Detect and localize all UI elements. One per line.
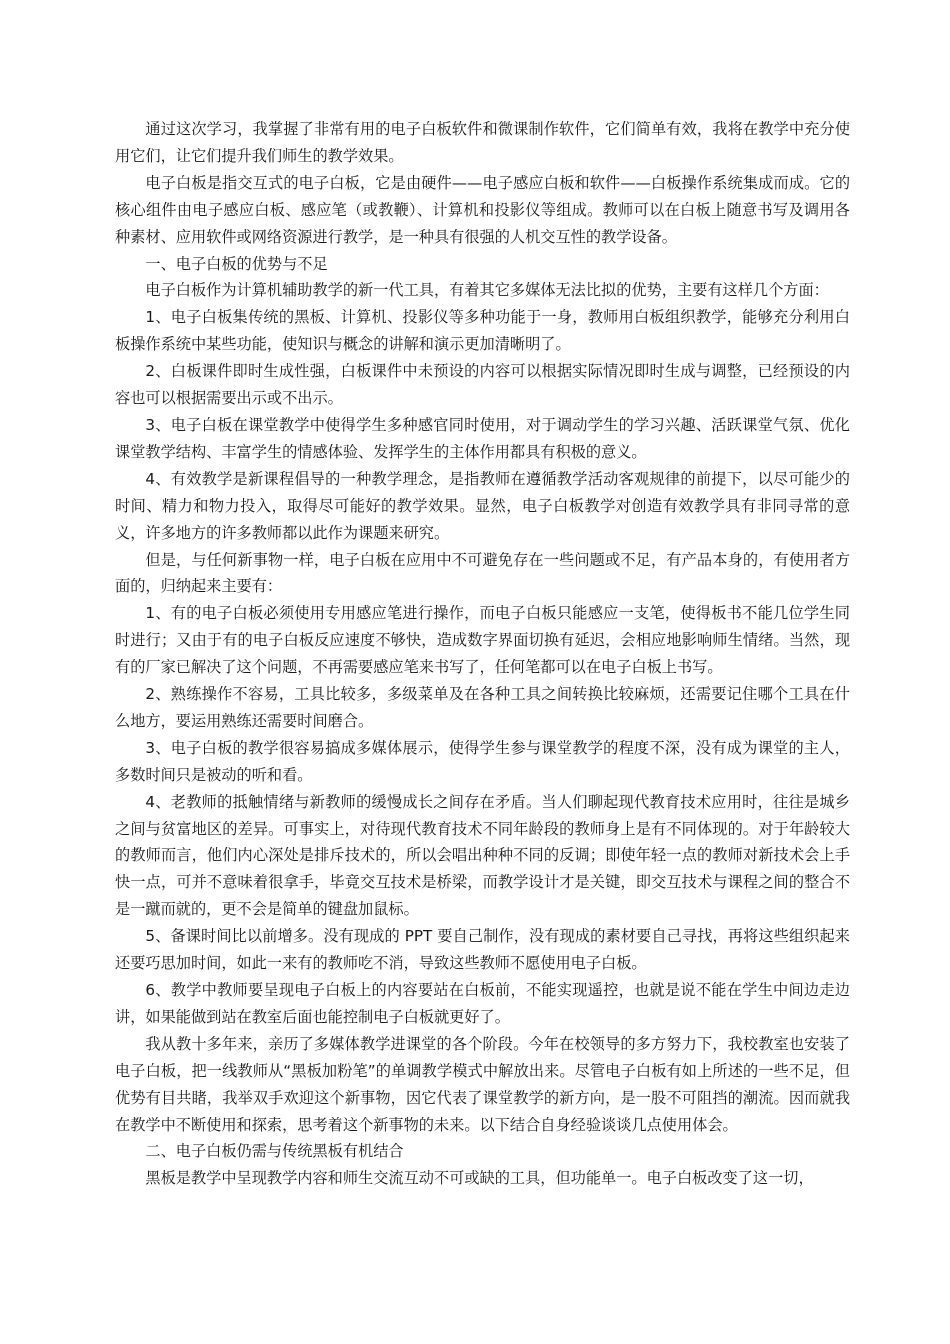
list-item-shortcoming-2: 2、熟练操作不容易，工具比较多，多级菜单及在各种工具之间转换比较麻烦，还需要记住哪个工具在什么地方，要运用熟练还需要时间磨合。 [115,685,850,730]
paragraph-experience: 我从教十多年来，亲历了多媒体教学进课堂的各个阶段。今年在校领导的多方努力下，我校教室也安装了电子白板，把一线教师从“黑板加粉笔”的单调教学模式中解放出来。尽管电子白板有如上所述的一些不足，但优势有目共睹，我举双手欢迎这个新事物，因它代表了课堂教学的新方向，是一股不可阻挡的潮流。因而就我在教学中不断使用和探索，思考着这个新事物的未来。以下结合自身经验谈谈几点使用体会。 [115,1034,850,1134]
list-item-advantage-2: 2、白板课件即时生成性强，白板课件中未预设的内容可以根据实际情况即时生成与调整，已经预设的内容也可以根据需要出示或不出示。 [115,362,850,408]
paragraph-definition: 电子白板是指交互式的电子白板，它是由硬件——电子感应白板和软件——白板操作系统集成而成。它的核心组件由电子感应白板、感应笔（或教鞭）、计算机和投影仪等组成。教师可以在白板上随意书写及调用各种素材、应用软件或网络资源进行教学，是一种具有很强的人机交互性的教学设备。 [115,173,850,246]
list-item-shortcoming-1: 1、有的电子白板必须使用专用感应笔进行操作，而电子白板只能感应一支笔，使得板书不能几位学生同时进行；又由于有的电子白板反应速度不够快，造成数字界面切换有延迟，会相应地影响师生情绪。当然，现有的厂家已解决了这个问题，不再需要感应笔来书写了，任何笔都可以在电子白板上书写。 [115,604,850,677]
paragraph-blackboard: 黑板是教学中呈现教学内容和师生交流互动不可或缺的工具，但功能单一。电子白板改变了这一切， [145,1169,814,1188]
list-item-shortcoming-6: 6、教学中教师要呈现电子白板上的内容要站在白板前，不能实现遥控，也就是说不能在学生中间边走边讲，如果能做到站在教室后面也能控制电子白板就更好了。 [115,981,850,1026]
list-item-shortcoming-3: 3、电子白板的教学很容易搞成多媒体展示，使得学生参与课堂教学的程度不深，没有成为课堂的主人，多数时间只是被动的听和看。 [115,738,850,784]
list-item-shortcoming-5: 5、备课时间比以前增多。没有现成的 PPT 要自己制作，没有现成的素材要自己寻找，再将这些组织起来还要巧思加时间，如此一来有的教师吃不消，导致这些教师不愿使用电子白板。 [115,927,850,973]
section-heading-1: 一、电子白板的优势与不足 [145,254,328,273]
section-heading-2: 二、电子白板仍需与传统黑板有机结合 [145,1142,404,1161]
document-body [115,116,850,1192]
list-item-advantage-3: 3、电子白板在课堂教学中使得学生多种感官同时使用，对于调动学生的学习兴趣、活跃课堂气氛、优化课堂教学结构、丰富学生的情感体验、发挥学生的主体作用都具有积极的意义。 [115,415,850,461]
paragraph-advantages-intro: 电子白板作为计算机辅助教学的新一代工具，有着其它多媒体无法比拟的优势，主要有这样几个方面： [145,281,829,300]
list-item-shortcoming-4: 4、老教师的抵触情绪与新教师的缓慢成长之间存在矛盾。当人们聊起现代教育技术应用时，往往是城乡之间与贫富地区的差异。可事实上，对待现代教育技术不同年龄段的教师身上是有不同体现的。对于年龄较大的教师而言，他们内心深处是排斥技术的，所以会唱出种种不同的反调；即使年轻一点的教师对新技术会上手快一点，可并不意味着很拿手，毕竟交互技术是桥梁，而教学设计才是关键，即交互技术与课程之间的整合不是一蹴而就的，更不会是简单的键盘加鼠标。 [115,792,850,919]
list-item-advantage-4: 4、有效教学是新课程倡导的一种教学理念，是指教师在遵循教学活动客观规律的前提下，以尽可能少的时间、精力和物力投入，取得尽可能好的教学效果。显然，电子白板教学对创造有效教学具有非同寻常的意义，许多地方的许多教师都以此作为课题来研究。 [115,469,850,542]
paragraph-shortcomings-intro: 但是，与任何新事物一样，电子白板在应用中不可避免存在一些问题或不足，有产品本身的，有使用者方面的，归纳起来主要有： [115,550,850,596]
list-item-advantage-1: 1、电子白板集传统的黑板、计算机、投影仪等多种功能于一身，教师用白板组织教学，能够充分利用白板操作系统中某些功能，使知识与概念的讲解和演示更加清晰明了。 [115,308,850,354]
paragraph-intro: 通过这次学习，我掌握了非常有用的电子白板软件和微课制作软件，它们简单有效，我将在教学中充分使用它们，让它们提升我们师生的教学效果。 [115,120,850,165]
